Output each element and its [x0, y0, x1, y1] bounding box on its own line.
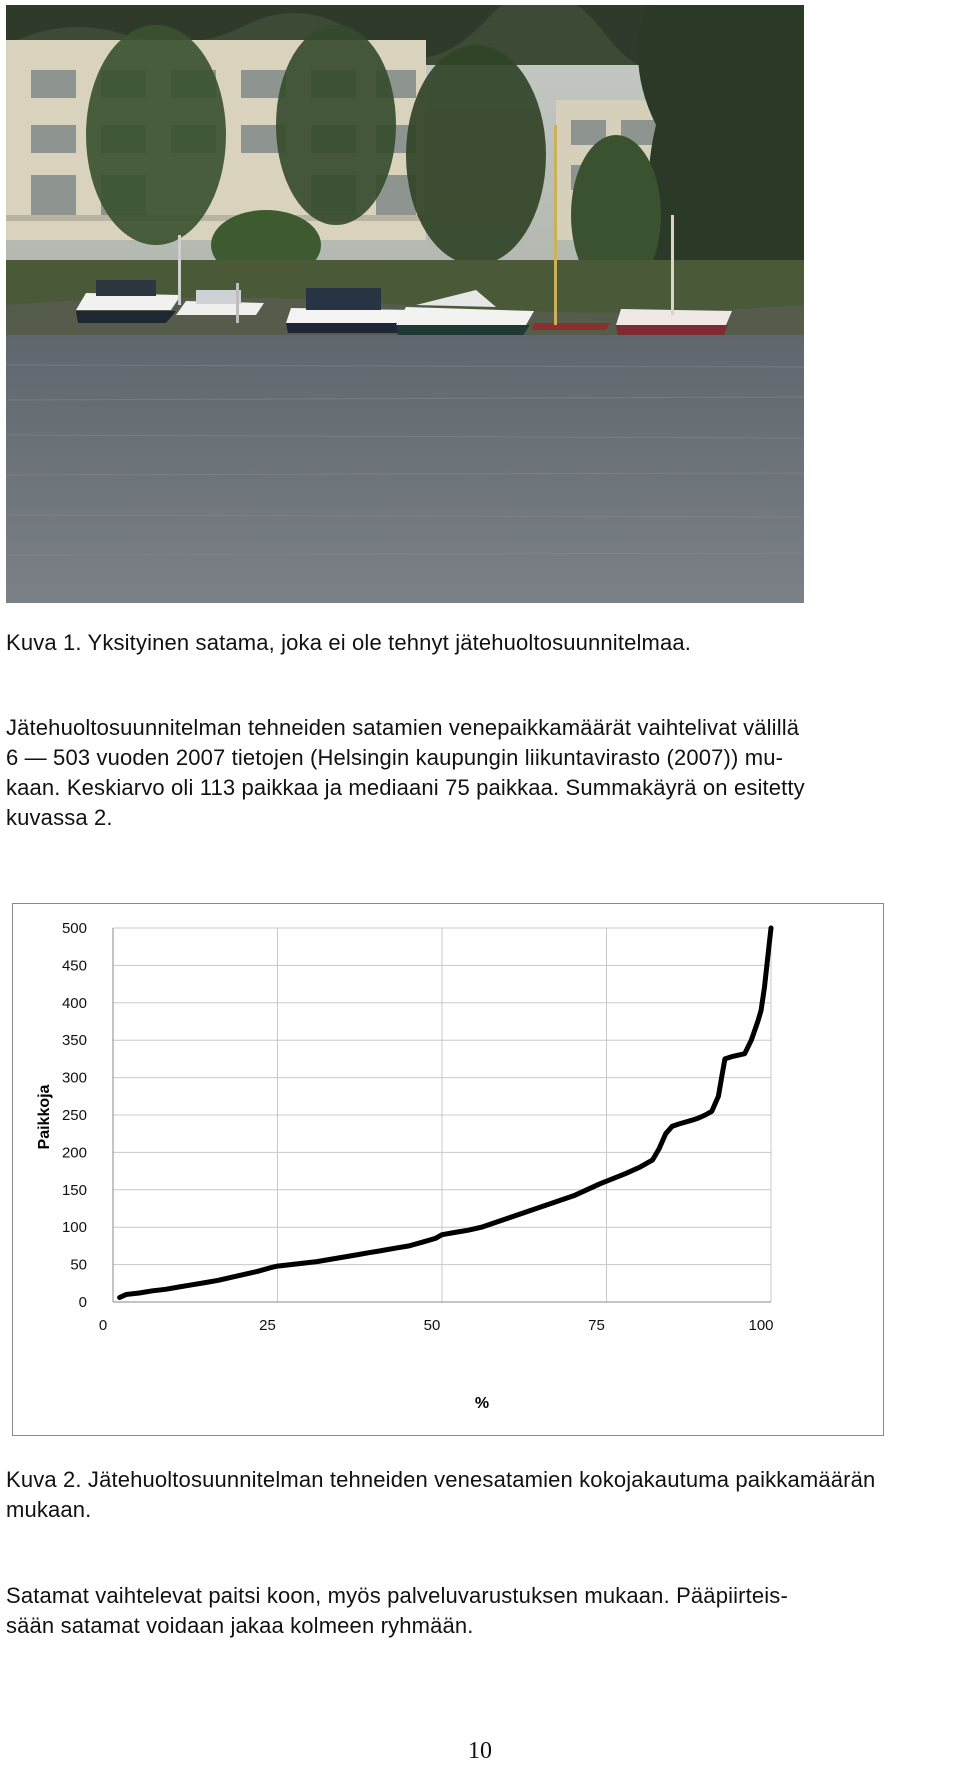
paragraph-line: kuvassa 2. — [6, 805, 113, 830]
y-tick-label: 150 — [61, 1181, 87, 1199]
x-tick-label: 100 — [748, 1317, 774, 1334]
chart-svg — [13, 904, 883, 1435]
y-tick-label: 400 — [61, 994, 87, 1012]
cumulative-distribution-chart — [12, 903, 884, 1436]
y-tick-label: 450 — [61, 957, 87, 975]
x-tick-label: 50 — [423, 1317, 441, 1334]
body-paragraph-2 — [6, 1581, 956, 1641]
paragraph-line: kaan. Keskiarvo oli 113 paikkaa ja mediaani 75 paikkaa. Summakäyrä on esitetty — [6, 775, 805, 800]
figure-1-caption: Kuva 1. Yksityinen satama, joka ei ole tehnyt jätehuoltosuunnitelmaa. — [6, 630, 692, 655]
paragraph-line: 6 — 503 vuoden 2007 tietojen (Helsingin kaupungin liikuntavirasto (2007)) mu- — [6, 745, 784, 770]
y-tick-label: 250 — [61, 1107, 87, 1124]
body-paragraph-1 — [6, 713, 956, 833]
paragraph-line: Jätehuoltosuunnitelman tehneiden satamien venepaikkamäärät vaihtelivat välillä — [6, 715, 800, 740]
paragraph-line: Satamat vaihtelevat paitsi koon, myös palveluvarustuksen mukaan. Pääpiirteis- — [6, 1583, 788, 1608]
figure-2-caption — [6, 1465, 956, 1525]
y-tick-label: 100 — [61, 1219, 87, 1237]
paragraph-line: sään satamat voidaan jakaa kolmeen ryhmään. — [6, 1613, 474, 1638]
caption-line: mukaan. — [6, 1497, 92, 1522]
series-line — [120, 928, 771, 1298]
y-tick-label: 50 — [70, 1256, 87, 1274]
y-tick-label: 0 — [78, 1294, 87, 1311]
x-tick-label: 0 — [98, 1317, 108, 1334]
y-tick-label: 350 — [61, 1032, 87, 1050]
y-axis-label: Paikkoja — [36, 1084, 53, 1150]
marina-photo — [6, 5, 804, 603]
x-tick-label: 75 — [588, 1317, 605, 1334]
y-tick-label: 500 — [61, 920, 87, 937]
marina-illustration — [6, 5, 804, 603]
x-tick-label: 25 — [259, 1317, 276, 1334]
x-axis-label: % — [474, 1395, 490, 1412]
page-number: 10 — [468, 1738, 492, 1764]
y-tick-label: 200 — [61, 1144, 87, 1162]
caption-line: Kuva 2. Jätehuoltosuunnitelman tehneiden venesatamien kokojakautuma paikkamäärän — [6, 1467, 876, 1492]
y-tick-label: 300 — [61, 1069, 87, 1087]
